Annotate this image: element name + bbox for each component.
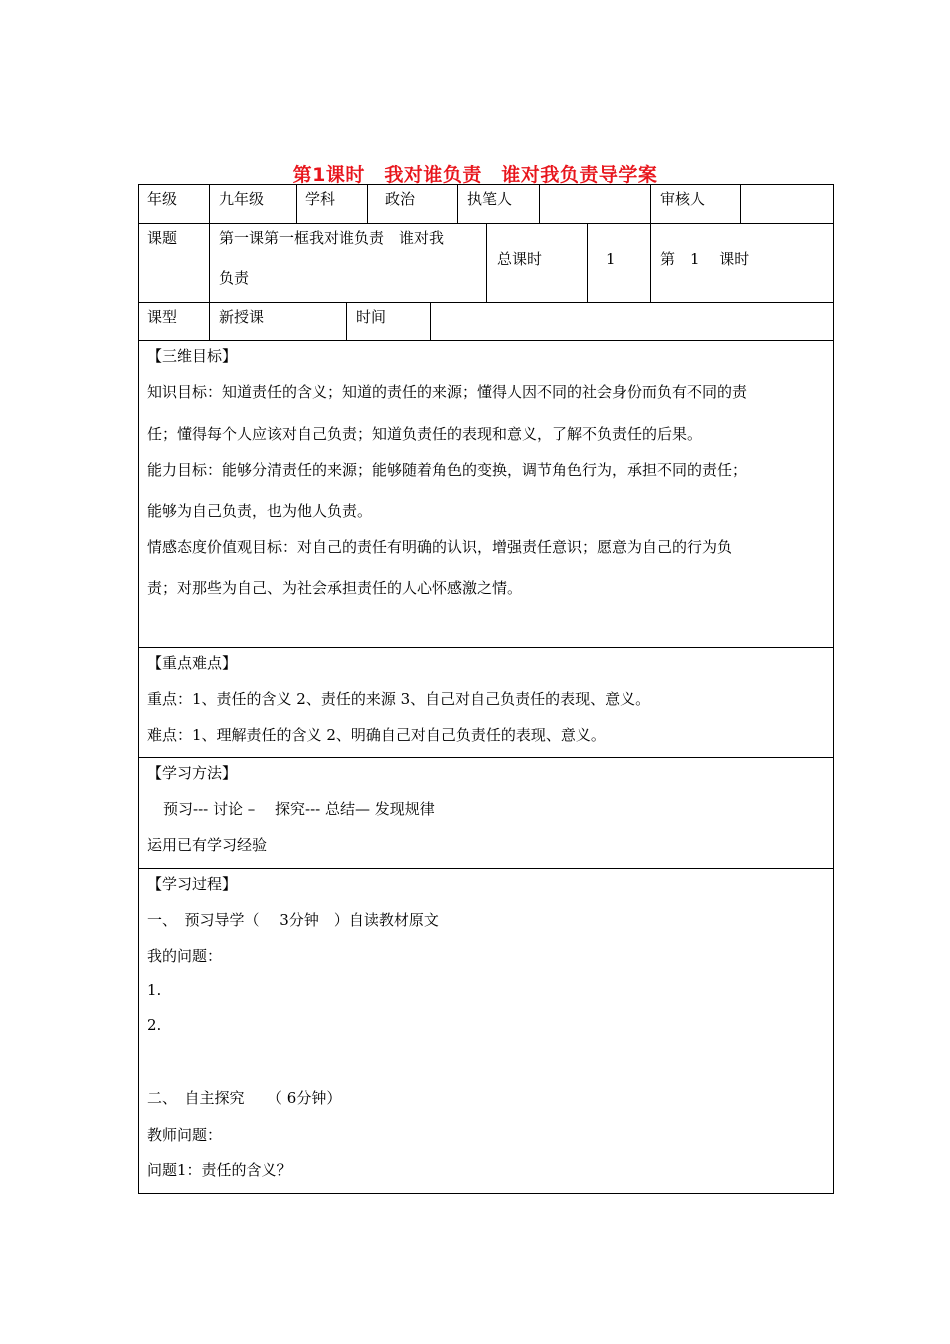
column-divider: [209, 223, 210, 303]
row-divider: [138, 647, 834, 648]
column-divider: [650, 223, 651, 303]
process-line: 二、 自主探究 （ 6分钟）: [147, 1089, 342, 1107]
reviewer-label: 审核人: [660, 190, 706, 208]
methods-heading: 【学习方法】: [147, 764, 238, 782]
objective-line: 能够为自己负责，也为他人负责。: [147, 502, 373, 520]
column-divider: [296, 184, 297, 224]
objective-line: 知识目标：知道责任的含义；知道的责任的来源；懂得人因不同的社会身份而负有不同的责: [147, 383, 748, 401]
process-line: 问题1：责任的含义？: [147, 1161, 292, 1179]
column-divider: [346, 302, 347, 341]
keypoint-line: 难点：1、理解责任的含义 2、明确自己对自己负责任的表现、意义。: [147, 726, 606, 744]
subject-value: 政治: [385, 190, 416, 208]
method-line: 预习--- 讨论 – 探究--- 总结— 发现规律: [163, 800, 435, 818]
column-divider: [457, 184, 458, 224]
type-value: 新授课: [219, 308, 265, 326]
lesson-number: 第 1 课时: [660, 250, 750, 268]
column-divider: [650, 184, 651, 224]
author-label: 执笔人: [467, 190, 513, 208]
objectives-heading: 【三维目标】: [147, 347, 238, 365]
keypoint-line: 重点：1、责任的含义 2、责任的来源 3、自己对自己负责任的表现、意义。: [147, 690, 651, 708]
method-line: 运用已有学习经验: [147, 836, 268, 854]
objective-line: 能力目标：能够分清责任的来源；能够随着角色的变换，调节角色行为，承担不同的责任；: [147, 461, 748, 479]
column-divider: [367, 184, 368, 224]
page-title: 第1课时 我对谁负责 谁对我负责导学案: [292, 164, 658, 186]
topic-value-line1: 第一课第一框我对谁负责 谁对我: [219, 229, 445, 247]
process-line: 2.: [147, 1016, 162, 1034]
process-line: 我的问题：: [147, 947, 223, 965]
process-line: 一、 预习导学（ 3分钟 ）自读教材原文: [147, 911, 439, 929]
time-label: 时间: [356, 308, 387, 326]
column-divider: [209, 184, 210, 224]
column-divider: [486, 223, 487, 303]
type-label: 课型: [147, 308, 178, 326]
column-divider: [539, 184, 540, 224]
objective-line: 情感态度价值观目标：对自己的责任有明确的认识，增强责任意识；愿意为自己的行为负: [147, 538, 733, 556]
column-divider: [430, 302, 431, 341]
total-hours-value: 1: [606, 250, 616, 268]
grade-label: 年级: [147, 190, 178, 208]
objective-line: 责；对那些为自己、为社会承担责任的人心怀感激之情。: [147, 579, 523, 597]
column-divider: [587, 223, 588, 303]
row-divider: [138, 757, 834, 758]
column-divider: [209, 302, 210, 341]
grade-value: 九年级: [219, 190, 265, 208]
topic-value-line2: 负责: [219, 269, 250, 287]
row-divider: [138, 868, 834, 869]
subject-label: 学科: [305, 190, 336, 208]
keypoints-heading: 【重点难点】: [147, 654, 238, 672]
objective-line: 任；懂得每个人应该对自己负责；知道负责任的表现和意义，了解不负责任的后果。: [147, 425, 703, 443]
total-hours-label: 总课时: [497, 250, 543, 268]
column-divider: [740, 184, 741, 224]
process-heading: 【学习过程】: [147, 875, 238, 893]
topic-label: 课题: [147, 229, 178, 247]
process-line: 1.: [147, 981, 162, 999]
process-line: 教师问题：: [147, 1126, 223, 1144]
row-divider: [138, 340, 834, 341]
